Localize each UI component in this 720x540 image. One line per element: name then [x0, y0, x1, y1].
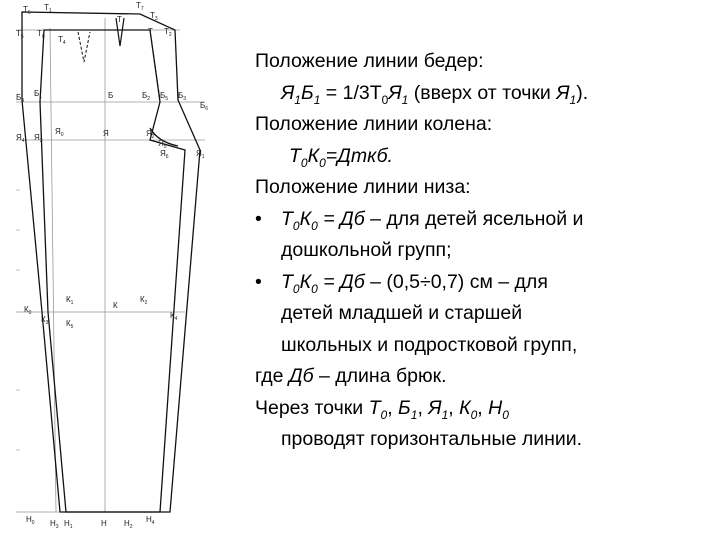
svg-text:Н0: $Н_0$	[26, 515, 35, 526]
svg-text:Б2: $Б_2$	[142, 91, 151, 102]
svg-text:Т: Т	[148, 27, 153, 36]
svg-text:Т1: $Т_1$	[44, 3, 52, 14]
svg-text:Т6: $Т_6$	[23, 5, 31, 16]
side-dashed-line	[150, 30, 160, 100]
svg-text:Н2: $Н_2$	[124, 519, 133, 530]
hip-line-heading: Положение линии бедер:	[255, 50, 484, 72]
back-outline	[22, 12, 200, 512]
bullet-marker: •	[255, 270, 262, 293]
svg-text:Я3: $Я_3$	[34, 133, 43, 144]
svg-text:Т7: $Т_7$	[136, 1, 144, 12]
hem-line-heading: Положение линии низа:	[255, 176, 471, 198]
svg-text:К4: $К_4$	[170, 311, 178, 322]
svg-text:Я1: $Я_1$	[196, 149, 205, 160]
svg-text:К2: $К_2$	[140, 295, 148, 306]
svg-text:Б1: $Б_1$	[34, 89, 43, 100]
svg-text:Т4: $Т_4$	[58, 35, 66, 46]
hip-line-formula: $Я_1Б_1 = 1/3Т_0Я_1$ (вверх от точки $Я_1$).	[281, 81, 589, 107]
svg-text:Н4: $Н_4$	[146, 515, 155, 526]
svg-text:Т2: $Т_2$	[164, 27, 172, 38]
trouser-pattern-drawing	[0, 0, 232, 540]
definition-line: где Дб – длина брюк.	[255, 365, 447, 387]
points-line-cont: проводят горизонтальные линии.	[281, 428, 583, 450]
knee-line-heading: Положение линии колена:	[255, 113, 493, 135]
svg-text:К: К	[113, 301, 118, 310]
dart-dashed-left	[78, 32, 90, 62]
svg-text:Я: Я	[103, 129, 109, 138]
svg-text:Б4: $Б_4$	[16, 93, 25, 104]
svg-text:К0: $К_0$	[24, 305, 32, 316]
svg-text:Я6: $Я_6$	[160, 149, 169, 160]
svg-text:Б5: $Б_5$	[160, 91, 169, 102]
svg-text:Б6: $Б_6$	[200, 101, 209, 112]
svg-text:Б3: $Б_3$	[178, 91, 187, 102]
svg-text:Н: Н	[101, 519, 107, 528]
svg-text:Н3: $Н_3$	[50, 519, 59, 530]
knee-line-formula: $Т_0К_0=Дткб$.	[289, 144, 393, 170]
svg-text:Я5: $Я_5$	[158, 139, 167, 150]
svg-text:К1: $К_1$	[66, 295, 74, 306]
svg-text:Т: Т	[117, 15, 122, 24]
svg-text:Я0: $Я_0$	[55, 127, 64, 138]
svg-text:Я2: $Я_2$	[146, 129, 155, 140]
svg-text:К3: $К_3$	[41, 315, 49, 326]
svg-text:Т3: $Т_3$	[150, 11, 158, 22]
svg-text:Т5: $Т_5$	[16, 29, 24, 40]
svg-text:Т0: $Т_0$	[37, 29, 45, 40]
svg-text:К5: $К_5$	[66, 319, 74, 330]
label-t6: Т	[23, 5, 28, 14]
svg-text:Я4: $Я_4$	[16, 133, 25, 144]
bullet-marker: •	[255, 207, 262, 230]
instructions-text	[255, 46, 715, 456]
points-line: Через точки $Т_0$, $Б_1$, $Я_1$, $К_0$, $Н_0$	[255, 396, 509, 422]
svg-text:Б: Б	[108, 91, 114, 100]
list-item: • $Т_0К_0$ = Дб – для детей ясельной и дошкольной групп;	[255, 204, 715, 267]
list-item: • $Т_0К_0$ = Дб – (0,5÷0,7) см – для детей младшей и старшей школьных и подростковой групп,	[255, 267, 715, 362]
svg-text:Н1: $Н_1$	[64, 519, 73, 530]
